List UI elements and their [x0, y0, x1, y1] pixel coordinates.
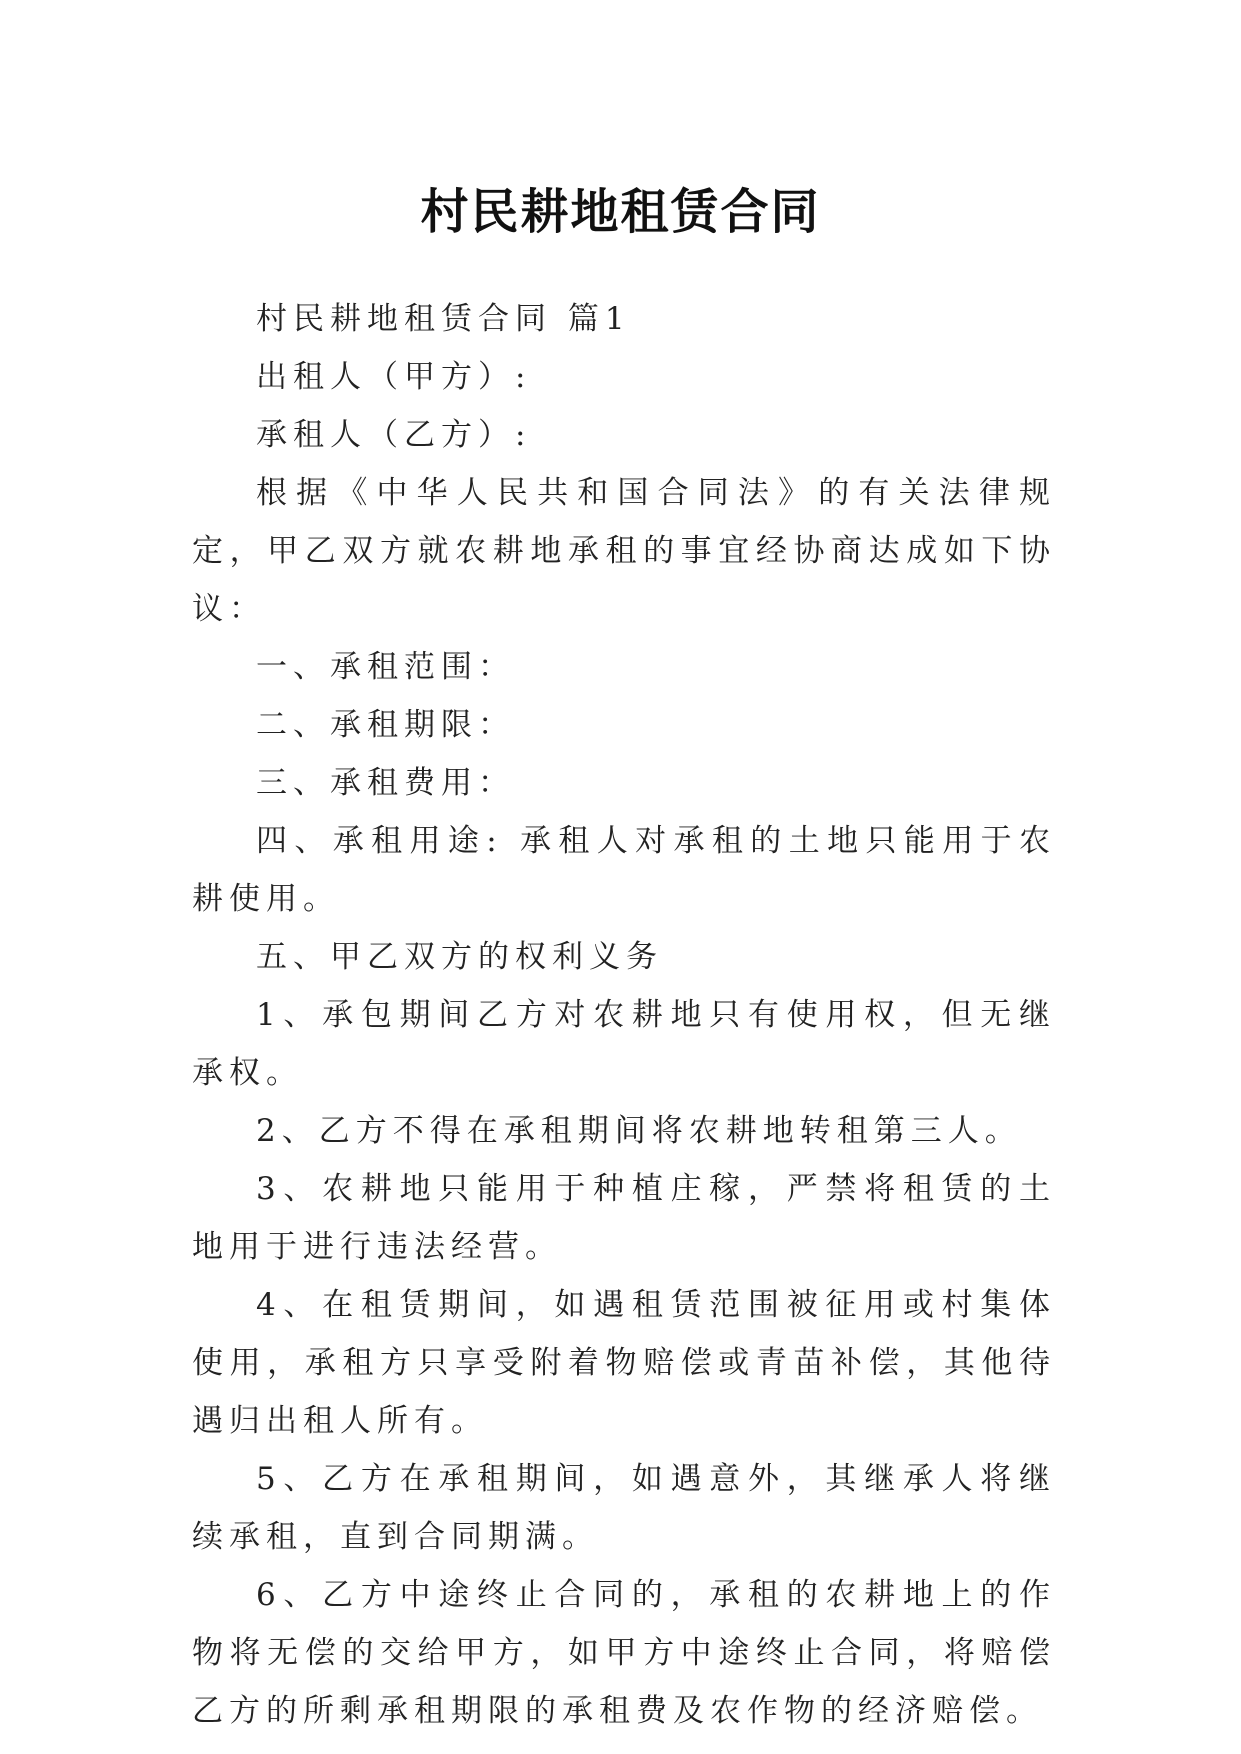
lessee-line: 承租人（乙方）: — [256, 417, 532, 453]
rights-item-4: 4、在租赁期间，如遇租赁范围被征用或村集体使用，承租方只享受附着物赔偿或青苗补偿，其他待遇归出租人所有。 — [192, 1287, 1056, 1439]
document-body — [192, 290, 1056, 1740]
clause-term: 二、承租期限： — [256, 707, 515, 743]
document-title: 村民耕地租赁合同 — [420, 184, 821, 241]
rights-item-5: 5、乙方在承租期间，如遇意外，其继承人将继续承租，直到合同期满。 — [192, 1461, 1056, 1555]
clause-fee: 三、承租费用： — [256, 765, 515, 801]
rights-item-2: 2、乙方不得在承租期间将农耕地转租第三人。 — [256, 1113, 1022, 1149]
rights-item-1: 1、承包期间乙方对农耕地只有使用权，但无继承权。 — [192, 997, 1056, 1091]
section-heading: 村民耕地租赁合同 篇1 — [256, 301, 631, 337]
clause-scope: 一、承租范围： — [256, 649, 515, 685]
rights-item-6: 6、乙方中途终止合同的，承租的农耕地上的作物将无偿的交给甲方，如甲方中途终止合同，将赔偿乙方的所剩承租期限的承租费及农作物的经济赔偿。 — [192, 1577, 1056, 1729]
clause-rights-heading: 五、甲乙双方的权利义务 — [256, 939, 663, 975]
lessor-line: 出租人（甲方）: — [256, 359, 532, 395]
rights-item-3: 3、农耕地只能用于种植庄稼，严禁将租赁的土地用于进行违法经营。 — [192, 1171, 1056, 1265]
preamble-paragraph: 根据《中华人民共和国合同法》的有关法律规定，甲乙双方就农耕地承租的事宜经协商达成如下协议： — [192, 475, 1056, 627]
clause-purpose: 四、承租用途: 承租人对承租的土地只能用于农耕使用。 — [192, 823, 1056, 917]
